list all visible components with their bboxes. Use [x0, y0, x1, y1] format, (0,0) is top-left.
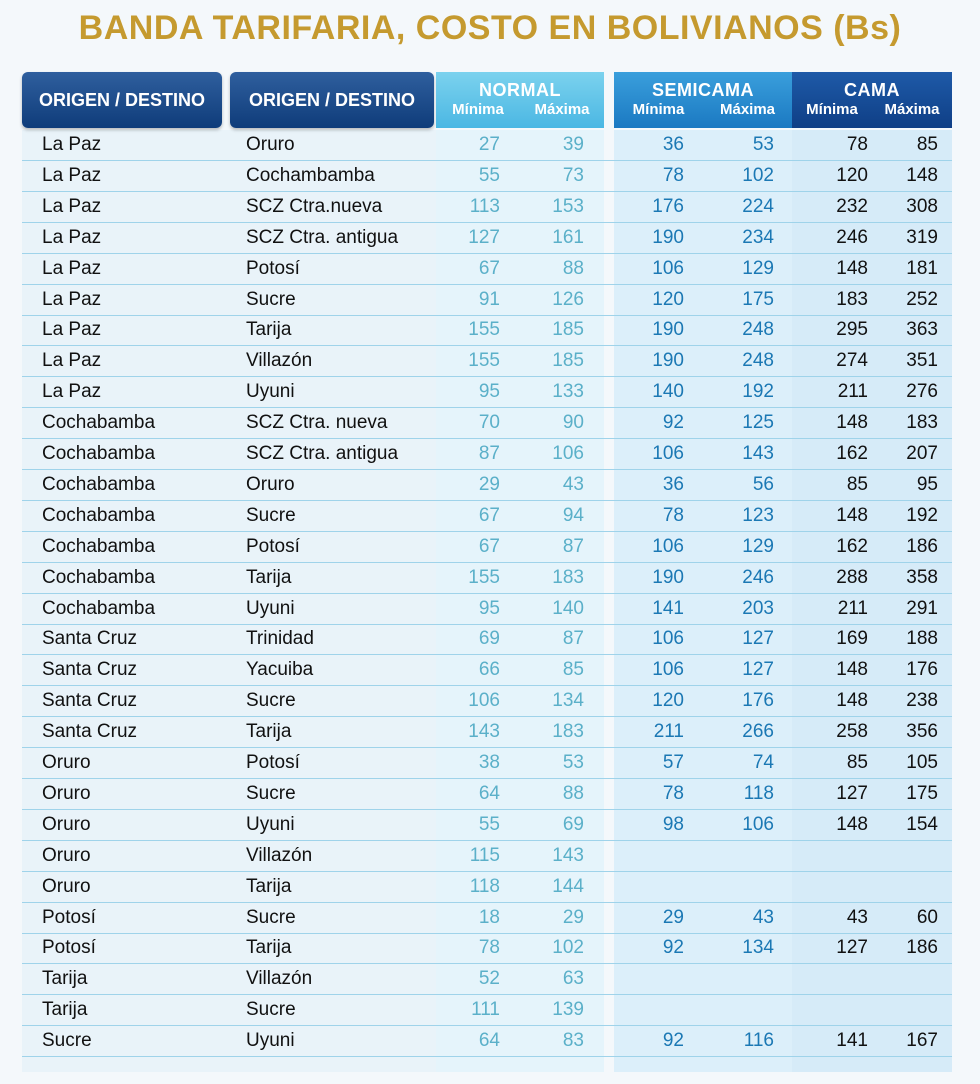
- normal-max-cell: 29: [562, 906, 584, 928]
- cama-min-label: Mínima: [806, 101, 858, 118]
- table-row: [22, 223, 952, 254]
- origin-cell: La Paz: [42, 226, 102, 248]
- table-header: [22, 72, 952, 130]
- cama-max-cell: 358: [906, 566, 938, 588]
- normal-min-cell: 78: [478, 937, 500, 959]
- table-row: [22, 748, 952, 779]
- normal-max-cell: 90: [562, 412, 584, 434]
- semicama-min-cell: 106: [652, 443, 684, 464]
- semicama-max-cell: 129: [742, 257, 774, 279]
- normal-max-cell: 133: [552, 381, 584, 403]
- cama-header: [792, 72, 952, 128]
- destination-cell: Sucre: [246, 906, 296, 928]
- normal-max-cell: 53: [562, 752, 584, 773]
- semicama-min-cell: 190: [652, 226, 684, 248]
- semicama-max-cell: 118: [743, 782, 774, 804]
- normal-min-cell: 27: [478, 134, 500, 155]
- normal-min-cell: 155: [468, 319, 500, 341]
- destination-cell: SCZ Ctra. antigua: [246, 226, 399, 248]
- destination-cell: Sucre: [246, 288, 296, 310]
- semicama-max-cell: 106: [742, 813, 774, 835]
- semicama-max-cell: 125: [742, 412, 774, 434]
- cama-max-cell: 238: [906, 690, 938, 712]
- cama-max-cell: 167: [906, 1030, 938, 1052]
- table-row: [22, 933, 952, 964]
- semicama-max-cell: 127: [742, 659, 774, 681]
- origin-cell: La Paz: [42, 319, 102, 341]
- origin-cell: La Paz: [42, 350, 102, 372]
- semicama-min-cell: 57: [662, 752, 684, 773]
- semicama-max-cell: 175: [742, 288, 774, 310]
- destination-cell: Tarija: [246, 937, 292, 959]
- destination-cell: SCZ Ctra.nueva: [246, 195, 383, 217]
- cama-min-cell: 211: [837, 597, 868, 619]
- semicama-min-cell: 211: [653, 721, 684, 743]
- normal-min-cell: 67: [478, 257, 500, 279]
- table-row: [22, 532, 952, 563]
- cama-max-cell: 192: [906, 504, 938, 526]
- destination-cell: Tarija: [246, 875, 292, 897]
- table-row: [22, 315, 952, 346]
- destination-cell: Sucre: [246, 999, 296, 1021]
- semicama-max-cell: 143: [742, 443, 774, 464]
- semicama-min-cell: 92: [662, 1030, 684, 1052]
- cama-min-cell: 183: [836, 288, 868, 310]
- normal-max-cell: 140: [552, 597, 584, 619]
- normal-min-cell: 55: [478, 813, 500, 835]
- semicama-max-cell: 203: [742, 597, 774, 619]
- normal-title: NORMAL: [479, 80, 561, 100]
- normal-min-cell: 155: [468, 350, 500, 372]
- origin-cell: Potosí: [42, 906, 96, 928]
- normal-max-cell: 43: [562, 473, 584, 495]
- table-row: [22, 408, 952, 439]
- normal-min-cell: 91: [478, 288, 500, 310]
- destination-header: ORIGEN / DESTINO: [230, 72, 434, 128]
- cama-min-cell: 148: [836, 504, 868, 526]
- normal-min-cell: 127: [468, 226, 500, 248]
- semicama-max-cell: 266: [742, 721, 774, 743]
- normal-min-cell: 67: [478, 504, 500, 526]
- normal-min-cell: 52: [478, 968, 500, 990]
- semicama-header: [614, 72, 792, 128]
- normal-max-cell: 106: [552, 443, 584, 464]
- semicama-min-cell: 140: [652, 381, 684, 403]
- cama-max-label: Máxima: [884, 101, 940, 118]
- cama-title: CAMA: [844, 80, 900, 100]
- origin-cell: Tarija: [42, 999, 88, 1021]
- semicama-min-cell: 106: [652, 535, 684, 557]
- destination-cell: Sucre: [246, 690, 296, 712]
- cama-max-cell: 85: [916, 134, 938, 155]
- origin-cell: La Paz: [42, 195, 102, 217]
- cama-min-cell: 246: [836, 226, 868, 248]
- semicama-min-cell: 106: [652, 659, 684, 681]
- table-row: [22, 254, 952, 285]
- semicama-max-cell: 134: [742, 937, 774, 959]
- table-row: [22, 1026, 952, 1057]
- semicama-max-cell: 74: [752, 752, 774, 773]
- cama-min-cell: 232: [836, 195, 868, 217]
- origin-cell: Sucre: [42, 1030, 92, 1052]
- semicama-max-cell: 246: [742, 566, 774, 588]
- cama-max-cell: 175: [906, 782, 938, 804]
- table-row: [22, 161, 952, 192]
- semicama-min-cell: 78: [662, 504, 684, 526]
- semicama-max-cell: 123: [742, 504, 774, 526]
- table-row: [22, 995, 952, 1026]
- cama-min-cell: 295: [836, 319, 868, 341]
- cama-min-cell: 162: [836, 535, 868, 557]
- normal-header: [436, 72, 604, 128]
- cama-max-cell: 276: [906, 381, 938, 403]
- normal-max-cell: 134: [552, 690, 584, 712]
- semicama-max-cell: 224: [742, 195, 774, 217]
- table-row: [22, 872, 952, 903]
- destination-cell: Tarija: [246, 319, 292, 341]
- normal-min-cell: 38: [478, 752, 500, 773]
- normal-max-cell: 183: [552, 566, 584, 588]
- semicama-min-cell: 106: [652, 628, 684, 650]
- destination-cell: Oruro: [246, 134, 295, 155]
- semicama-min-cell: 176: [652, 195, 684, 217]
- semicama-max-cell: 192: [742, 381, 774, 403]
- origin-cell: La Paz: [42, 257, 102, 279]
- destination-cell: SCZ Ctra. antigua: [246, 443, 399, 464]
- table-row: [22, 841, 952, 872]
- semicama-min-cell: 141: [652, 597, 684, 619]
- semicama-min-cell: 190: [652, 350, 684, 372]
- semicama-title: SEMICAMA: [652, 80, 754, 100]
- destination-cell: Potosí: [246, 257, 300, 279]
- table-row: [22, 655, 952, 686]
- semicama-min-cell: 98: [662, 813, 684, 835]
- table-row: [22, 779, 952, 810]
- normal-min-cell: 113: [469, 195, 500, 217]
- cama-min-cell: 211: [837, 381, 868, 403]
- semicama-max-cell: 127: [742, 628, 774, 650]
- semicama-min-cell: 106: [652, 257, 684, 279]
- normal-max-cell: 85: [562, 659, 584, 681]
- normal-max-cell: 102: [552, 937, 584, 959]
- normal-min-label: Mínima: [452, 101, 504, 118]
- table-row: [22, 563, 952, 594]
- semicama-max-cell: 248: [742, 319, 774, 341]
- origin-header: ORIGEN / DESTINO: [22, 72, 222, 128]
- normal-min-cell: 111: [471, 999, 500, 1021]
- origin-cell: Oruro: [42, 844, 91, 866]
- cama-min-cell: 162: [836, 443, 868, 464]
- destination-cell: Villazón: [246, 844, 313, 866]
- tariff-table: [22, 72, 952, 1072]
- semicama-max-cell: 176: [742, 690, 774, 712]
- table-row: [22, 964, 952, 995]
- cama-min-cell: 43: [846, 906, 868, 928]
- destination-cell: Potosí: [246, 752, 300, 773]
- destination-cell: Oruro: [246, 473, 295, 495]
- normal-min-cell: 118: [469, 875, 500, 897]
- normal-max-cell: 73: [562, 164, 584, 186]
- normal-min-cell: 64: [478, 1030, 500, 1052]
- cama-max-cell: 363: [906, 319, 938, 341]
- page-title: BANDA TARIFARIA, COSTO EN BOLIVIANOS (Bs): [78, 9, 902, 47]
- semicama-max-cell: 234: [742, 226, 774, 248]
- semicama-min-cell: 36: [662, 134, 684, 155]
- origin-cell: La Paz: [42, 134, 102, 155]
- semicama-max-cell: 53: [752, 134, 774, 155]
- destination-cell: Yacuiba: [246, 659, 314, 681]
- table-row: [22, 130, 952, 161]
- cama-min-cell: 148: [836, 257, 868, 279]
- normal-min-cell: 55: [478, 164, 500, 186]
- normal-min-cell: 106: [468, 690, 500, 712]
- table-row: [22, 439, 952, 470]
- normal-max-cell: 63: [562, 968, 584, 990]
- table-row: [22, 192, 952, 223]
- destination-cell: Uyuni: [246, 1030, 295, 1052]
- semicama-min-cell: 92: [662, 937, 684, 959]
- destination-cell: Tarija: [246, 721, 292, 743]
- normal-max-cell: 153: [552, 195, 584, 217]
- normal-max-label: Máxima: [534, 101, 590, 118]
- semicama-min-cell: 120: [652, 288, 684, 310]
- destination-cell: Uyuni: [246, 597, 295, 619]
- semicama-min-cell: 36: [662, 473, 684, 495]
- normal-max-cell: 87: [562, 628, 584, 650]
- semicama-min-cell: 92: [662, 412, 684, 434]
- origin-cell: Santa Cruz: [42, 628, 138, 650]
- cama-max-cell: 308: [906, 195, 938, 217]
- table-row: [22, 624, 952, 655]
- normal-max-cell: 88: [562, 782, 584, 804]
- cama-min-cell: 78: [846, 134, 868, 155]
- normal-max-cell: 183: [552, 721, 584, 743]
- normal-min-cell: 64: [478, 782, 500, 804]
- normal-max-cell: 143: [552, 844, 584, 866]
- cama-max-cell: 148: [906, 164, 938, 186]
- cama-min-cell: 85: [846, 752, 868, 773]
- cama-max-cell: 181: [906, 257, 938, 279]
- origin-cell: La Paz: [42, 381, 102, 403]
- semicama-min-cell: 78: [662, 164, 684, 186]
- cama-min-cell: 169: [836, 628, 868, 650]
- semicama-min-cell: 190: [652, 566, 684, 588]
- normal-min-cell: 155: [468, 566, 500, 588]
- normal-min-cell: 143: [468, 721, 500, 743]
- normal-max-cell: 144: [552, 875, 584, 897]
- normal-max-cell: 161: [552, 226, 584, 248]
- normal-min-cell: 87: [478, 443, 500, 464]
- semicama-min-cell: 190: [652, 319, 684, 341]
- origin-cell: Oruro: [42, 875, 91, 897]
- destination-cell: Uyuni: [246, 381, 295, 403]
- semicama-max-label: Máxima: [719, 101, 776, 118]
- table-row: [22, 594, 952, 625]
- normal-max-cell: 185: [552, 350, 584, 372]
- normal-min-cell: 70: [478, 412, 500, 434]
- normal-min-cell: 115: [469, 844, 500, 866]
- normal-max-cell: 94: [562, 504, 584, 526]
- cama-min-cell: 148: [836, 659, 868, 681]
- normal-max-cell: 126: [552, 288, 584, 310]
- origin-cell: Cochabamba: [42, 597, 156, 619]
- semicama-min-cell: 120: [652, 690, 684, 712]
- origin-cell: Cochabamba: [42, 443, 156, 464]
- destination-cell: Trinidad: [246, 628, 314, 650]
- cama-min-cell: 127: [836, 937, 868, 959]
- normal-min-cell: 95: [478, 597, 500, 619]
- normal-min-cell: 95: [478, 381, 500, 403]
- semicama-min-cell: 29: [662, 906, 684, 928]
- origin-cell: La Paz: [42, 164, 102, 186]
- origin-cell: Cochabamba: [42, 535, 156, 557]
- destination-cell: Uyuni: [246, 813, 295, 835]
- normal-max-cell: 185: [552, 319, 584, 341]
- cama-min-cell: 148: [836, 690, 868, 712]
- destination-cell: Villazón: [246, 350, 313, 372]
- origin-cell: Cochabamba: [42, 412, 156, 434]
- destination-cell: Cochambamba: [246, 164, 375, 186]
- table-row: [22, 810, 952, 841]
- semicama-max-cell: 129: [742, 535, 774, 557]
- table-row: [22, 686, 952, 717]
- origin-cell: Cochabamba: [42, 473, 156, 495]
- cama-max-cell: 356: [906, 721, 938, 743]
- table-row: [22, 346, 952, 377]
- origin-cell: Oruro: [42, 782, 91, 804]
- normal-max-cell: 83: [562, 1030, 584, 1052]
- origin-cell: Tarija: [42, 968, 88, 990]
- cama-max-cell: 351: [906, 350, 938, 372]
- table-row: [22, 285, 952, 316]
- semicama-max-cell: 248: [742, 350, 774, 372]
- normal-max-cell: 139: [552, 999, 584, 1021]
- cama-max-cell: 186: [906, 535, 938, 557]
- cama-max-cell: 105: [906, 752, 938, 773]
- cama-max-cell: 319: [906, 226, 938, 248]
- cama-min-cell: 120: [836, 164, 868, 186]
- normal-max-cell: 88: [562, 257, 584, 279]
- cama-max-cell: 291: [906, 597, 938, 619]
- table-row: [22, 470, 952, 501]
- cama-max-cell: 60: [916, 906, 938, 928]
- cama-min-cell: 141: [836, 1030, 868, 1052]
- normal-min-cell: 18: [478, 906, 500, 928]
- semicama-min-cell: 78: [662, 782, 684, 804]
- cama-min-cell: 258: [836, 721, 868, 743]
- origin-cell: Cochabamba: [42, 566, 156, 588]
- origin-cell: Oruro: [42, 813, 91, 835]
- cama-min-cell: 288: [836, 566, 868, 588]
- origin-cell: Potosí: [42, 937, 96, 959]
- cama-min-cell: 85: [846, 473, 868, 495]
- cama-min-cell: 127: [836, 782, 868, 804]
- cama-min-cell: 148: [836, 412, 868, 434]
- normal-min-cell: 67: [478, 535, 500, 557]
- cama-max-cell: 176: [906, 659, 938, 681]
- table-row: [22, 903, 952, 934]
- normal-max-cell: 87: [562, 535, 584, 557]
- cama-max-cell: 252: [906, 288, 938, 310]
- normal-min-cell: 66: [478, 659, 500, 681]
- cama-min-cell: 148: [836, 813, 868, 835]
- normal-max-cell: 39: [562, 134, 584, 155]
- table-row: [22, 717, 952, 748]
- table-row: [22, 501, 952, 532]
- origin-cell: La Paz: [42, 288, 102, 310]
- cama-max-cell: 188: [906, 628, 938, 650]
- destination-cell: Potosí: [246, 535, 300, 557]
- destination-cell: Sucre: [246, 504, 296, 526]
- semicama-max-cell: 116: [743, 1030, 774, 1052]
- table-row: [22, 377, 952, 408]
- normal-min-cell: 69: [478, 628, 500, 650]
- origin-cell: Santa Cruz: [42, 690, 138, 712]
- normal-min-cell: 29: [478, 473, 500, 495]
- origin-cell: Santa Cruz: [42, 659, 138, 681]
- destination-cell: Tarija: [246, 566, 292, 588]
- semicama-min-label: Mínima: [632, 101, 685, 118]
- cama-max-cell: 95: [916, 473, 938, 495]
- destination-cell: Villazón: [246, 968, 313, 990]
- cama-max-cell: 186: [906, 937, 938, 959]
- semicama-max-cell: 43: [752, 906, 774, 928]
- destination-cell: Sucre: [246, 782, 296, 804]
- origin-cell: Santa Cruz: [42, 721, 138, 743]
- destination-cell: SCZ Ctra. nueva: [246, 412, 388, 434]
- cama-min-cell: 274: [836, 350, 868, 372]
- cama-max-cell: 183: [906, 412, 938, 434]
- cama-max-cell: 207: [906, 443, 938, 464]
- semicama-max-cell: 102: [742, 164, 774, 186]
- normal-max-cell: 69: [562, 813, 584, 835]
- semicama-max-cell: 56: [752, 473, 774, 495]
- cama-max-cell: 154: [906, 813, 938, 835]
- origin-cell: Oruro: [42, 752, 91, 773]
- origin-cell: Cochabamba: [42, 504, 156, 526]
